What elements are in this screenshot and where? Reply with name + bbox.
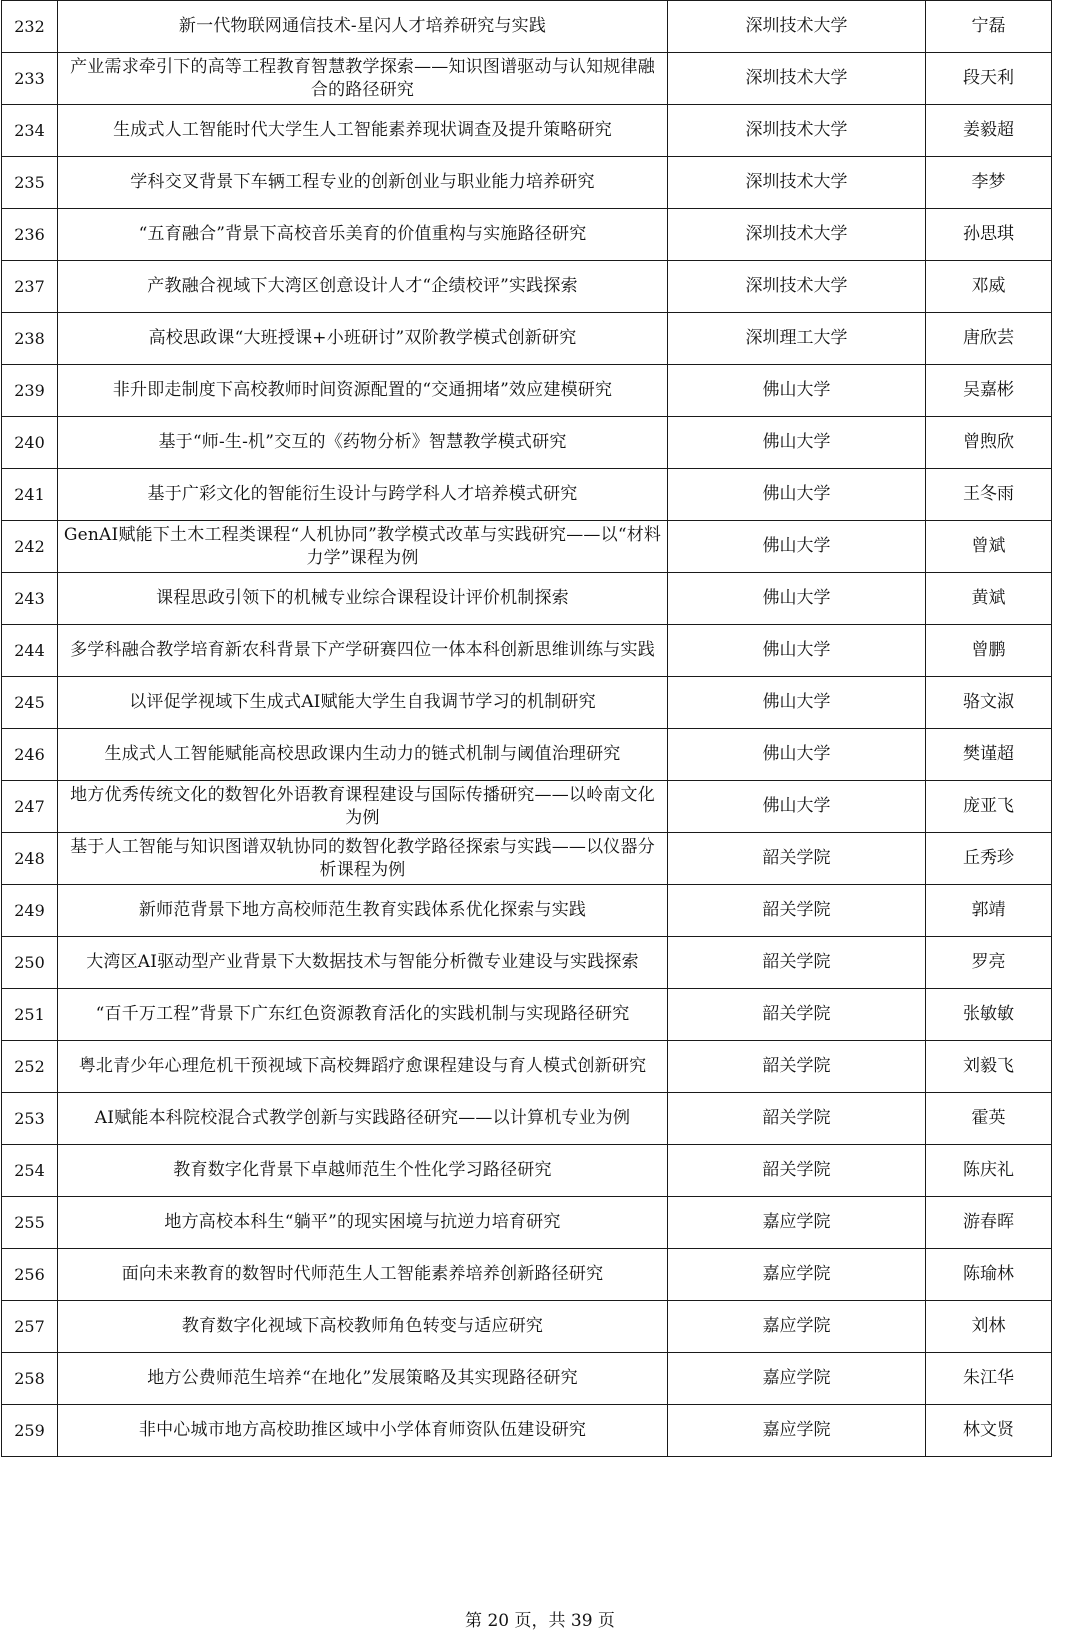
school-cell: 深圳技术大学 — [668, 53, 926, 105]
table-row — [2, 209, 1052, 261]
person-cell: 曾鹏 — [926, 625, 1052, 677]
school-cell: 佛山大学 — [668, 677, 926, 729]
person-cell: 霍英 — [926, 1093, 1052, 1145]
person-cell: 罗亮 — [926, 937, 1052, 989]
row-number-cell: 244 — [2, 625, 58, 677]
row-number-cell: 251 — [2, 989, 58, 1041]
table-row — [2, 937, 1052, 989]
table-row — [2, 781, 1052, 833]
table-row — [2, 365, 1052, 417]
row-number-cell: 247 — [2, 781, 58, 833]
project-title-cell: 生成式人工智能赋能高校思政课内生动力的链式机制与阈值治理研究 — [58, 729, 668, 781]
person-cell: 黄斌 — [926, 573, 1052, 625]
row-number-cell: 239 — [2, 365, 58, 417]
school-cell: 韶关学院 — [668, 1041, 926, 1093]
page-footer: 第 20 页，共 39 页 — [465, 1611, 615, 1631]
person-cell: 曾斌 — [926, 521, 1052, 573]
person-cell: 樊谨超 — [926, 729, 1052, 781]
person-cell: 陈庆礼 — [926, 1145, 1052, 1197]
person-cell: 邓威 — [926, 261, 1052, 313]
row-number-cell: 255 — [2, 1197, 58, 1249]
school-cell: 佛山大学 — [668, 781, 926, 833]
school-cell: 深圳技术大学 — [668, 261, 926, 313]
row-number-cell: 252 — [2, 1041, 58, 1093]
table-row — [2, 989, 1052, 1041]
table-row — [2, 625, 1052, 677]
person-cell: 吴嘉彬 — [926, 365, 1052, 417]
school-cell: 韶关学院 — [668, 1093, 926, 1145]
table-row — [2, 833, 1052, 885]
project-title-cell: 基于广彩文化的智能衍生设计与跨学科人才培养模式研究 — [58, 469, 668, 521]
table-row — [2, 1197, 1052, 1249]
project-title-cell: 课程思政引领下的机械专业综合课程设计评价机制探索 — [58, 573, 668, 625]
project-title-cell: 多学科融合教学培育新农科背景下产学研赛四位一体本科创新思维训练与实践 — [58, 625, 668, 677]
project-title-cell: “百千万工程”背景下广东红色资源教育活化的实践机制与实现路径研究 — [58, 989, 668, 1041]
school-cell: 嘉应学院 — [668, 1197, 926, 1249]
table-row — [2, 261, 1052, 313]
project-title-cell: 教育数字化视域下高校教师角色转变与适应研究 — [58, 1301, 668, 1353]
school-cell: 嘉应学院 — [668, 1353, 926, 1405]
school-cell: 佛山大学 — [668, 469, 926, 521]
table-row — [2, 469, 1052, 521]
table-row — [2, 1249, 1052, 1301]
school-cell: 佛山大学 — [668, 521, 926, 573]
school-cell: 深圳技术大学 — [668, 157, 926, 209]
project-table — [1, 0, 1052, 1457]
table-row — [2, 1301, 1052, 1353]
person-cell: 曾煦欣 — [926, 417, 1052, 469]
person-cell: 陈瑜林 — [926, 1249, 1052, 1301]
table-row — [2, 105, 1052, 157]
project-title-cell: 以评促学视域下生成式AI赋能大学生自我调节学习的机制研究 — [58, 677, 668, 729]
school-cell: 嘉应学院 — [668, 1249, 926, 1301]
school-cell: 韶关学院 — [668, 833, 926, 885]
person-cell: 林文贤 — [926, 1405, 1052, 1457]
school-cell: 韶关学院 — [668, 989, 926, 1041]
school-cell: 佛山大学 — [668, 729, 926, 781]
project-title-cell: 非升即走制度下高校教师时间资源配置的“交通拥堵”效应建模研究 — [58, 365, 668, 417]
row-number-cell: 256 — [2, 1249, 58, 1301]
row-number-cell: 242 — [2, 521, 58, 573]
row-number-cell: 250 — [2, 937, 58, 989]
person-cell: 孙思琪 — [926, 209, 1052, 261]
person-cell: 张敏敏 — [926, 989, 1052, 1041]
school-cell: 嘉应学院 — [668, 1301, 926, 1353]
row-number-cell: 235 — [2, 157, 58, 209]
row-number-cell: 245 — [2, 677, 58, 729]
school-cell: 韶关学院 — [668, 1145, 926, 1197]
school-cell: 深圳技术大学 — [668, 209, 926, 261]
person-cell: 李梦 — [926, 157, 1052, 209]
row-number-cell: 243 — [2, 573, 58, 625]
table-row — [2, 53, 1052, 105]
table-row — [2, 1041, 1052, 1093]
table-row — [2, 1093, 1052, 1145]
row-number-cell: 248 — [2, 833, 58, 885]
person-cell: 郭靖 — [926, 885, 1052, 937]
project-table-body — [2, 1, 1052, 1457]
person-cell: 姜毅超 — [926, 105, 1052, 157]
table-row — [2, 313, 1052, 365]
table-row — [2, 573, 1052, 625]
project-title-cell: 教育数字化背景下卓越师范生个性化学习路径研究 — [58, 1145, 668, 1197]
project-title-cell: 高校思政课“大班授课+小班研讨”双阶教学模式创新研究 — [58, 313, 668, 365]
row-number-cell: 257 — [2, 1301, 58, 1353]
project-title-cell: 生成式人工智能时代大学生人工智能素养现状调查及提升策略研究 — [58, 105, 668, 157]
person-cell: 段天利 — [926, 53, 1052, 105]
school-cell: 深圳技术大学 — [668, 1, 926, 53]
table-row — [2, 1145, 1052, 1197]
row-number-cell: 259 — [2, 1405, 58, 1457]
table-row — [2, 677, 1052, 729]
row-number-cell: 236 — [2, 209, 58, 261]
row-number-cell: 254 — [2, 1145, 58, 1197]
table-row — [2, 729, 1052, 781]
project-title-cell: 产教融合视域下大湾区创意设计人才“企绩校评”实践探索 — [58, 261, 668, 313]
school-cell: 深圳技术大学 — [668, 105, 926, 157]
row-number-cell: 249 — [2, 885, 58, 937]
project-title-cell: AI赋能本科院校混合式教学创新与实践路径研究——以计算机专业为例 — [58, 1093, 668, 1145]
project-title-cell: 地方高校本科生“躺平”的现实困境与抗逆力培育研究 — [58, 1197, 668, 1249]
school-cell: 韶关学院 — [668, 937, 926, 989]
school-cell: 佛山大学 — [668, 365, 926, 417]
project-title-cell: 基于“师-生-机”交互的《药物分析》智慧教学模式研究 — [58, 417, 668, 469]
project-title-cell: 非中心城市地方高校助推区域中小学体育师资队伍建设研究 — [58, 1405, 668, 1457]
person-cell: 丘秀珍 — [926, 833, 1052, 885]
person-cell: 骆文淑 — [926, 677, 1052, 729]
project-title-cell: 新师范背景下地方高校师范生教育实践体系优化探索与实践 — [58, 885, 668, 937]
person-cell: 朱江华 — [926, 1353, 1052, 1405]
school-cell: 韶关学院 — [668, 885, 926, 937]
row-number-cell: 258 — [2, 1353, 58, 1405]
row-number-cell: 241 — [2, 469, 58, 521]
row-number-cell: 232 — [2, 1, 58, 53]
person-cell: 宁磊 — [926, 1, 1052, 53]
person-cell: 王冬雨 — [926, 469, 1052, 521]
person-cell: 刘林 — [926, 1301, 1052, 1353]
project-title-cell: 学科交叉背景下车辆工程专业的创新创业与职业能力培养研究 — [58, 157, 668, 209]
project-title-cell: 面向未来教育的数智时代师范生人工智能素养培养创新路径研究 — [58, 1249, 668, 1301]
project-title-cell: 大湾区AI驱动型产业背景下大数据技术与智能分析微专业建设与实践探索 — [58, 937, 668, 989]
table-row — [2, 885, 1052, 937]
project-title-cell: 新一代物联网通信技术-星闪人才培养研究与实践 — [58, 1, 668, 53]
row-number-cell: 237 — [2, 261, 58, 313]
table-row — [2, 1, 1052, 53]
table-row — [2, 1405, 1052, 1457]
project-title-cell: 粤北青少年心理危机干预视域下高校舞蹈疗愈课程建设与育人模式创新研究 — [58, 1041, 668, 1093]
table-row — [2, 521, 1052, 573]
project-title-cell: 基于人工智能与知识图谱双轨协同的数智化教学路径探索与实践——以仪器分析课程为例 — [58, 833, 668, 885]
table-row — [2, 417, 1052, 469]
school-cell: 佛山大学 — [668, 625, 926, 677]
row-number-cell: 238 — [2, 313, 58, 365]
project-title-cell: 地方公费师范生培养“在地化”发展策略及其实现路径研究 — [58, 1353, 668, 1405]
project-title-cell: 地方优秀传统文化的数智化外语教育课程建设与国际传播研究——以岭南文化为例 — [58, 781, 668, 833]
school-cell: 深圳理工大学 — [668, 313, 926, 365]
person-cell: 庞亚飞 — [926, 781, 1052, 833]
row-number-cell: 233 — [2, 53, 58, 105]
row-number-cell: 253 — [2, 1093, 58, 1145]
table-row — [2, 1353, 1052, 1405]
person-cell: 唐欣芸 — [926, 313, 1052, 365]
row-number-cell: 240 — [2, 417, 58, 469]
school-cell: 嘉应学院 — [668, 1405, 926, 1457]
project-title-cell: 产业需求牵引下的高等工程教育智慧教学探索——知识图谱驱动与认知规律融合的路径研究 — [58, 53, 668, 105]
project-title-cell: GenAI赋能下土木工程类课程“人机协同”教学模式改革与实践研究——以“材料力学”课程为例 — [58, 521, 668, 573]
table-row — [2, 157, 1052, 209]
person-cell: 游春晖 — [926, 1197, 1052, 1249]
school-cell: 佛山大学 — [668, 573, 926, 625]
person-cell: 刘毅飞 — [926, 1041, 1052, 1093]
project-title-cell: “五育融合”背景下高校音乐美育的价值重构与实施路径研究 — [58, 209, 668, 261]
row-number-cell: 246 — [2, 729, 58, 781]
school-cell: 佛山大学 — [668, 417, 926, 469]
row-number-cell: 234 — [2, 105, 58, 157]
